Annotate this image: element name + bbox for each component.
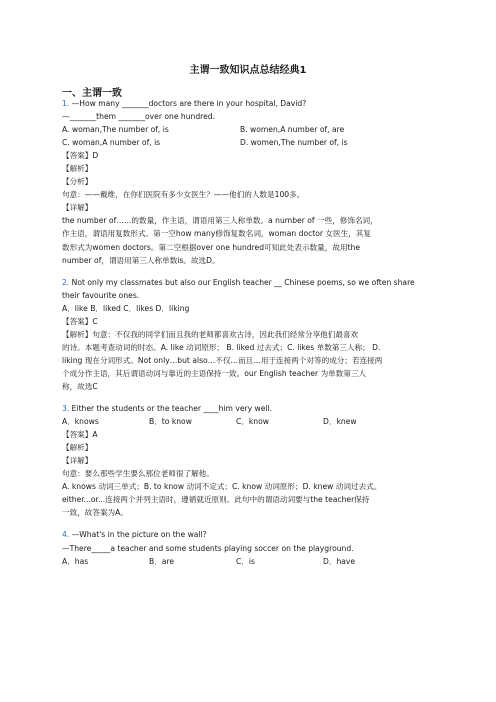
q3-gloss: 句意：要么那些学生要么那位老师很了解他。 <box>62 469 214 479</box>
q4-line2: —There_____a teacher and some students playing soccer on the playground. <box>62 543 354 553</box>
q1-option-d: D. women,The number of, is <box>240 138 348 148</box>
q3-option-a: A．knows <box>62 417 99 427</box>
q2-options: A．like B．liked C．likes D．liking <box>62 303 190 313</box>
q1-explain-1: the number of……的数量，作主语，谓语用第三人称单数。a number of 一些，修饰名词， <box>62 216 378 226</box>
q2-explain-3: liking 现在分词形式。Not only…but also…不仅…而且…用于连接两个对等的成分；若连接两 <box>62 355 383 365</box>
q2-explain-1: 【解析】句意：不仅我的同学们而且我的老师都喜欢古诗，因此我们经常分享他们最喜欢 <box>62 329 359 339</box>
q1-stem <box>62 97 442 110</box>
q1-explain-4: number of，谓语用第三人称单数is。故选D。 <box>62 255 220 265</box>
q1-fenxi-label: 【分析】 <box>62 177 93 187</box>
q1-xiangjie-label: 【详解】 <box>62 203 93 213</box>
q3-option-d: D．knew <box>323 417 357 427</box>
section-heading: 一、主谓一致 <box>62 88 122 99</box>
q4-option-d: D．have <box>323 556 356 566</box>
q3-option-b: B．to know <box>149 417 192 427</box>
q3-line1: Either the students or the teacher ____him very well. <box>69 404 273 414</box>
q3-options <box>62 415 442 428</box>
question-list <box>62 97 442 568</box>
q4-option-b: B．are <box>149 556 175 566</box>
q1-option-c: C. woman,A number of, is <box>62 138 161 148</box>
q2-number: 2. <box>62 277 70 287</box>
doc-title: 主谓一致知识点总结经典1 <box>189 65 307 76</box>
q3-explain-2: either...or...连接两个并列主语时，遵循就近原则。此句中的谓语动词要与the teacher保持 <box>62 495 370 505</box>
q2-explain-2: 的诗。本题考查动词的时态。A. like 动词原形； B. liked 过去式；C. likes 单数第三人称； D. <box>62 342 381 352</box>
q2-explain-5: 称，故选C <box>62 381 98 391</box>
q1-gloss: 句意：——戴维，在你们医院有多少女医生？——他们的人数是100多。 <box>62 190 305 200</box>
q1-line2: —_______them _______over one hundred. <box>62 112 216 122</box>
q1-explain-3: 数形式为women doctors。第二空根据over one hundred可知此处表示数量，故用the <box>62 242 361 252</box>
q1-option-b: B. women,A number of, are <box>240 125 345 135</box>
q3-stem <box>62 402 442 415</box>
q3-number: 3. <box>62 404 70 414</box>
q1-line1: —How many _______doctors are there in your hospital, David? <box>69 99 307 108</box>
q1-options-row1 <box>62 123 442 136</box>
q1-answer: 【答案】D <box>62 151 99 161</box>
q3-explain-3: 一致，故答案为A。 <box>62 508 128 518</box>
q3-explain-1: A. knows 动词三单式；B. to know 动词不定式；C. know 动词原形；D. knew 动词过去式。 <box>62 482 382 492</box>
q1-explain-2: 作主语，谓语用复数形式。第一空how many修饰复数名词，woman doctor 女医生，其复 <box>62 229 371 239</box>
q4-option-c: C．is <box>236 556 255 566</box>
q1-option-a: A. woman,The number of, is <box>62 125 169 135</box>
q2-explain-4: 个成分作主语，其后谓语动词与靠近的主语保持一致。our English teacher 为单数第三人 <box>62 368 367 378</box>
q4-line1: —What's in the picture on the wall? <box>69 530 207 540</box>
q2-stem <box>62 276 442 289</box>
q1-jiexi-label: 【解析】 <box>62 164 93 174</box>
q3-jiexi-label: 【解析】 <box>62 443 93 453</box>
q2-line2: their favourite ones. <box>62 290 140 300</box>
q4-stem <box>62 528 442 541</box>
q1-options-row2 <box>62 136 442 149</box>
q2-answer: 【答案】C <box>62 316 98 326</box>
q4-options <box>62 555 442 568</box>
q2-line1: Not only my classmates but also our English teacher __ Chinese poems, so we often share <box>69 277 415 287</box>
q1-number: 1. <box>62 99 70 108</box>
q3-answer: 【答案】A <box>62 430 98 440</box>
q3-xiangjie-label: 【详解】 <box>62 456 93 466</box>
q3-option-c: C．know <box>236 417 269 427</box>
q4-option-a: A．has <box>62 556 89 566</box>
q4-number: 4. <box>62 530 70 540</box>
